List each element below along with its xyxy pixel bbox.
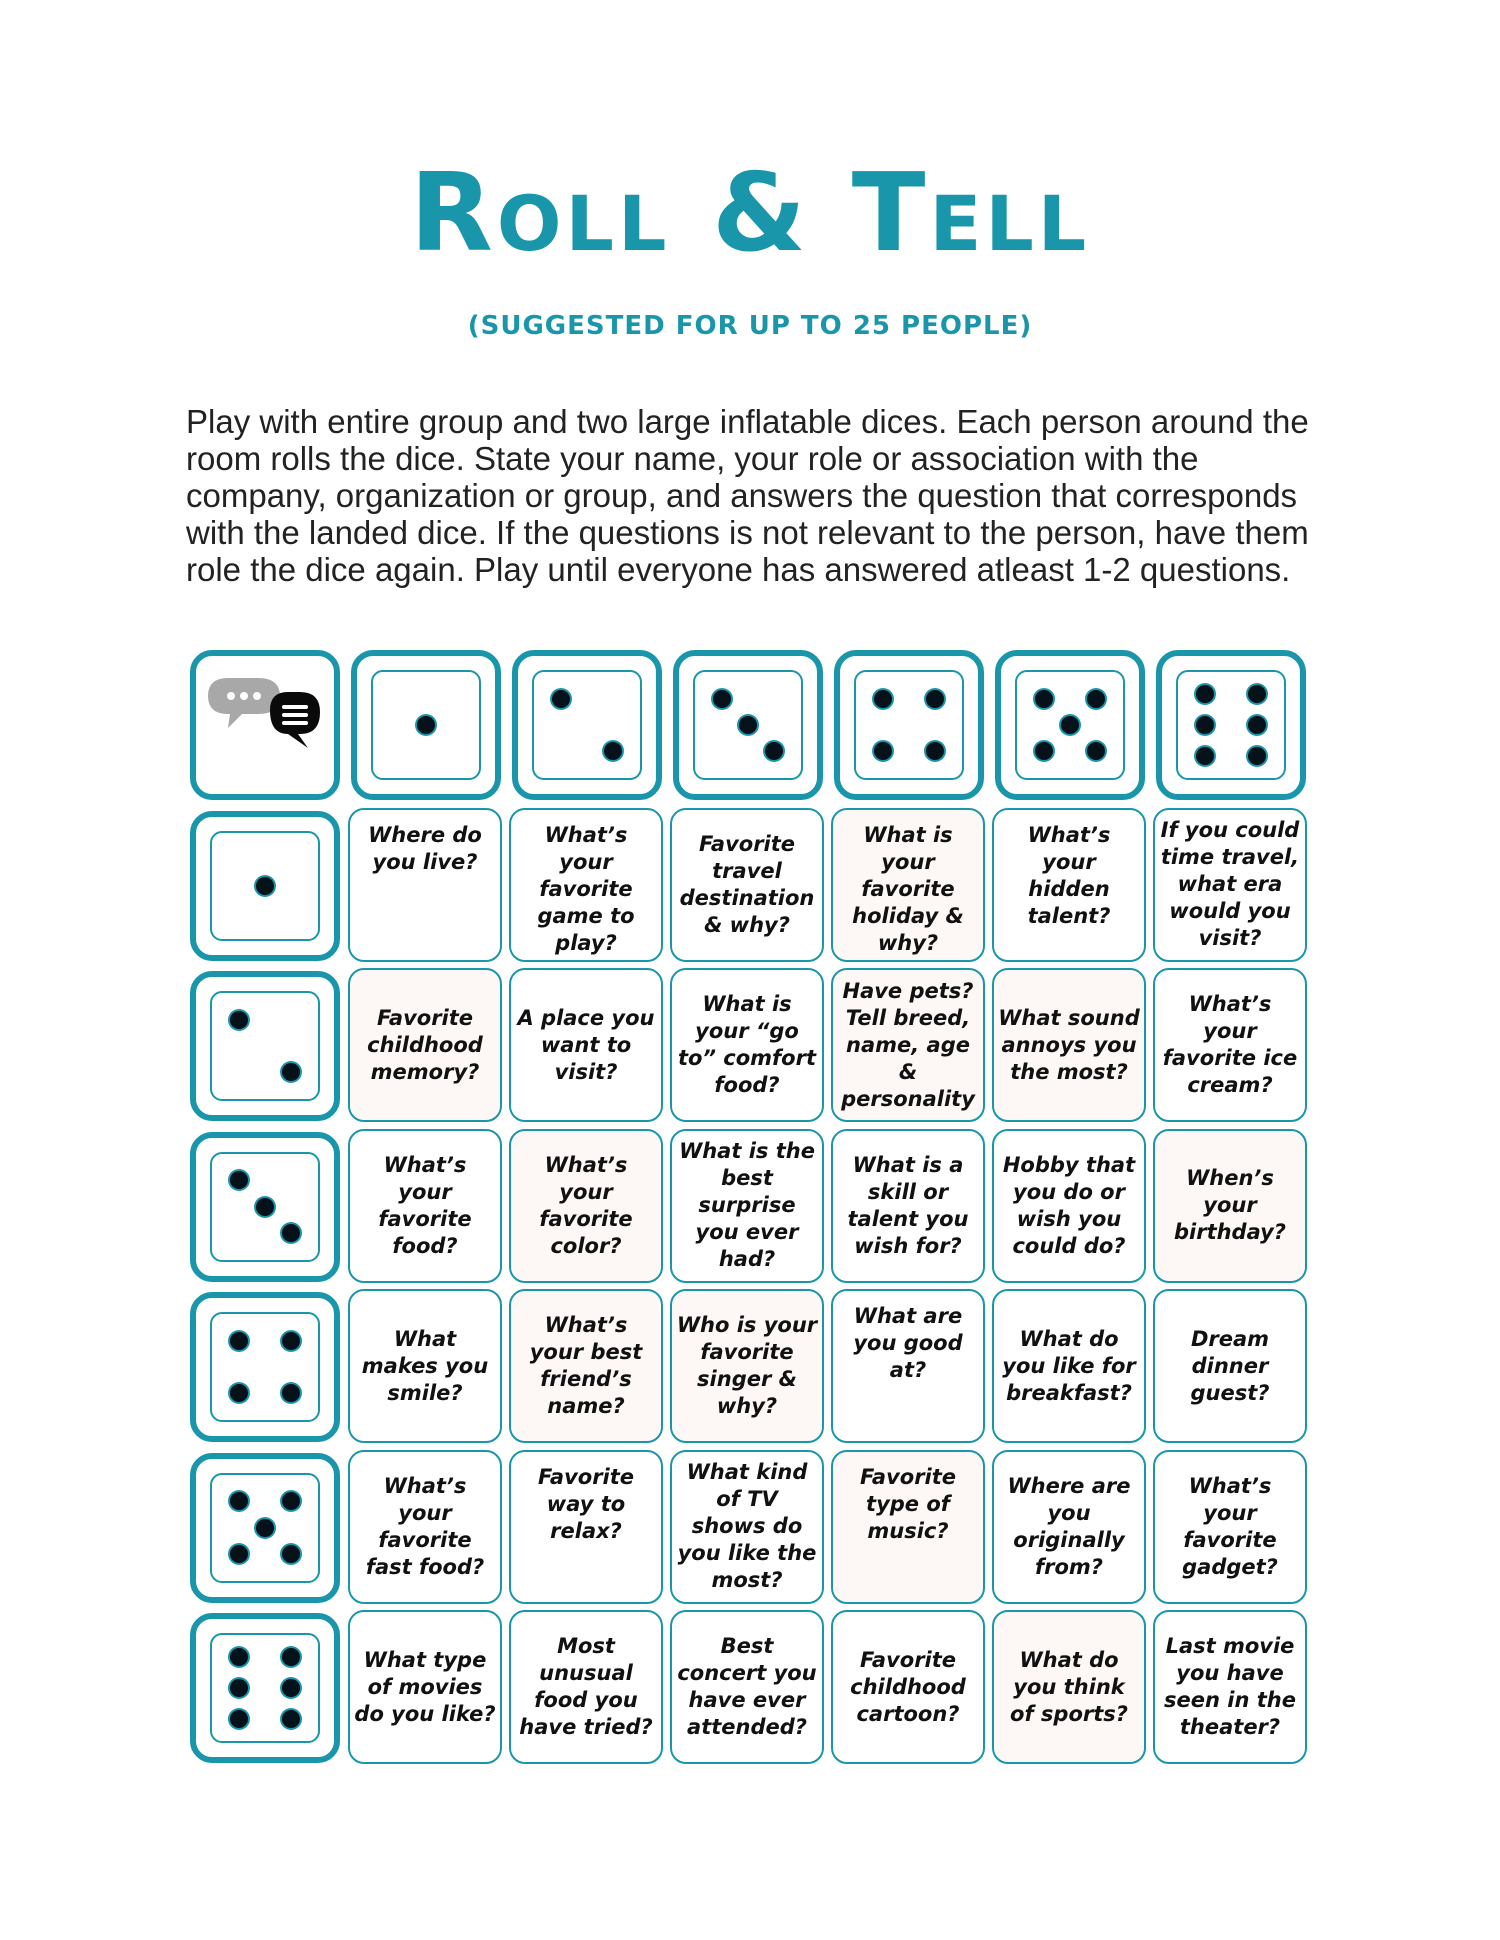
die-face-icon — [1176, 670, 1286, 780]
question-cell — [670, 968, 824, 1122]
die-pip — [230, 1011, 248, 1029]
die-pip — [739, 716, 757, 734]
question-text: Have pets? Tell breed, name, age & personality — [841, 978, 975, 1111]
die-pip — [1196, 747, 1214, 765]
question-text: Favorite travel destination & why? — [679, 831, 815, 937]
question-text: Favorite childhood memory? — [367, 1005, 483, 1084]
die-pip — [1196, 716, 1214, 734]
question-text: What’s your favorite food? — [378, 1152, 472, 1258]
die-pip — [230, 1332, 248, 1350]
column-die-4 — [834, 650, 984, 800]
row-die-5 — [190, 1453, 340, 1603]
question-cell — [509, 808, 663, 962]
die-face-icon — [210, 1633, 320, 1743]
speech-bubbles-icon — [196, 656, 334, 794]
die-pip — [230, 1710, 248, 1728]
question-text: What is your favorite holiday & why? — [852, 822, 964, 955]
question-text: What is the best surprise you ever had? — [679, 1139, 815, 1271]
question-cell — [670, 808, 824, 962]
question-text: What is a skill or talent you wish for? — [847, 1152, 969, 1258]
question-cell — [509, 1289, 663, 1443]
column-die-5 — [995, 650, 1145, 800]
row-die-4 — [190, 1292, 340, 1442]
row-die-2 — [190, 971, 340, 1121]
column-die-1 — [351, 650, 501, 800]
question-text: What’s your favorite game to play? — [537, 822, 635, 955]
row-die-3 — [190, 1132, 340, 1282]
question-cell — [348, 968, 502, 1122]
die-pip — [256, 877, 274, 895]
die-pip — [1196, 685, 1214, 703]
question-grid — [190, 650, 1310, 1764]
question-text: Best concert you have ever attended? — [677, 1634, 817, 1739]
die-face-icon — [854, 670, 964, 780]
row-die-6 — [190, 1613, 340, 1763]
question-text: Dream dinner guest? — [1190, 1326, 1270, 1405]
question-text: What kind of TV shows do you like the most? — [677, 1460, 817, 1592]
question-text: Last movie you have seen in the theater? — [1164, 1634, 1296, 1739]
question-text: Favorite way to relax? — [537, 1464, 635, 1543]
question-text: What’s your favorite color? — [539, 1152, 633, 1258]
question-cell — [670, 1610, 824, 1764]
die-pip — [256, 1519, 274, 1537]
question-cell — [1153, 1610, 1307, 1764]
die-pip — [874, 742, 892, 760]
question-text: What are you good at? — [853, 1304, 963, 1382]
question-cell — [992, 1450, 1146, 1604]
question-text: A place you want to visit? — [517, 1005, 655, 1084]
column-die-2 — [512, 650, 662, 800]
question-cell — [1153, 1289, 1307, 1443]
die-pip — [926, 690, 944, 708]
column-die-3 — [673, 650, 823, 800]
instructions-paragraph: Play with entire group and two large inflatable dices. Each person around the room rolls the dice. State your name, your role or association with the company, organization or group, and answers the question that corresponds with the landed dice. If the questions is not relevant to the person, have them role the dice again. Play until everyone has answered atleast 1-2 questions. — [186, 403, 1309, 588]
die-pip — [230, 1171, 248, 1189]
die-pip — [230, 1545, 248, 1563]
question-text: If you could time travel, what era would you visit? — [1160, 818, 1300, 950]
die-pip — [230, 1648, 248, 1666]
question-cell — [348, 1129, 502, 1283]
question-cell — [1153, 1450, 1307, 1604]
question-cell — [348, 1450, 502, 1604]
question-text: What do you like for breakfast? — [1002, 1326, 1136, 1405]
die-face-icon — [532, 670, 642, 780]
question-cell — [831, 1289, 985, 1443]
die-pip — [230, 1679, 248, 1697]
question-cell — [509, 1450, 663, 1604]
question-cell — [831, 808, 985, 962]
question-cell — [509, 1129, 663, 1283]
row-die-1 — [190, 811, 340, 961]
die-pip — [230, 1384, 248, 1402]
question-cell — [831, 1610, 985, 1764]
question-text: Who is your favorite singer & why? — [676, 1313, 818, 1418]
question-text: Favorite type of music? — [859, 1464, 957, 1543]
question-cell — [348, 1289, 502, 1443]
page-title: Roll & Tell — [409, 151, 1091, 276]
question-text: Most unusual food you have tried? — [519, 1634, 653, 1739]
question-cell — [992, 1610, 1146, 1764]
die-pip — [713, 690, 731, 708]
die-pip — [417, 716, 435, 734]
column-die-6 — [1156, 650, 1306, 800]
question-text: Hobby that you do or wish you could do? — [1002, 1152, 1136, 1258]
question-cell — [509, 1610, 663, 1764]
question-text: What makes you smile? — [361, 1326, 489, 1405]
question-text: Where are you originally from? — [1007, 1473, 1131, 1579]
question-text: What’s your best friend’s name? — [529, 1313, 643, 1418]
question-text: What type of movies do you like? — [354, 1647, 496, 1726]
question-cell — [670, 1450, 824, 1604]
die-pip — [230, 1492, 248, 1510]
question-cell — [348, 808, 502, 962]
question-cell — [992, 968, 1146, 1122]
die-pip — [282, 1332, 300, 1350]
question-cell — [509, 968, 663, 1122]
question-text: What sound annoys you the most? — [998, 1005, 1140, 1084]
question-cell — [670, 1289, 824, 1443]
question-text: When’s your birthday? — [1173, 1166, 1286, 1244]
page-subtitle: (SUGGESTED FOR UP TO 25 PEOPLE) — [467, 311, 1033, 341]
question-text: Favorite childhood cartoon? — [850, 1647, 966, 1726]
die-pip — [1035, 742, 1053, 760]
die-pip — [874, 690, 892, 708]
question-text: Where do you live? — [368, 822, 482, 874]
question-cell — [348, 1610, 502, 1764]
question-text: What’s your favorite ice cream? — [1162, 992, 1298, 1097]
question-text: What’s your favorite gadget? — [1182, 1473, 1278, 1579]
die-pip — [1087, 690, 1105, 708]
question-text: What’s your hidden talent? — [1027, 822, 1111, 928]
question-cell — [831, 1450, 985, 1604]
question-cell — [670, 1129, 824, 1283]
question-cell — [992, 808, 1146, 962]
die-face-icon — [210, 1312, 320, 1422]
die-pip — [552, 690, 570, 708]
question-cell — [992, 1289, 1146, 1443]
die-pip — [1061, 716, 1079, 734]
question-cell — [831, 968, 985, 1122]
question-cell — [831, 1129, 985, 1283]
die-pip — [1035, 690, 1053, 708]
question-cell — [992, 1129, 1146, 1283]
question-cell — [1153, 1129, 1307, 1283]
question-text: What is your “go to” comfort food? — [677, 992, 817, 1097]
die-pip — [256, 1198, 274, 1216]
question-cell — [1153, 968, 1307, 1122]
die-face-icon — [210, 991, 320, 1101]
corner-cell — [190, 650, 340, 800]
question-cell — [1153, 808, 1307, 962]
question-text: What’s your favorite fast food? — [365, 1473, 485, 1579]
question-text: What do you think of sports? — [1010, 1647, 1128, 1726]
